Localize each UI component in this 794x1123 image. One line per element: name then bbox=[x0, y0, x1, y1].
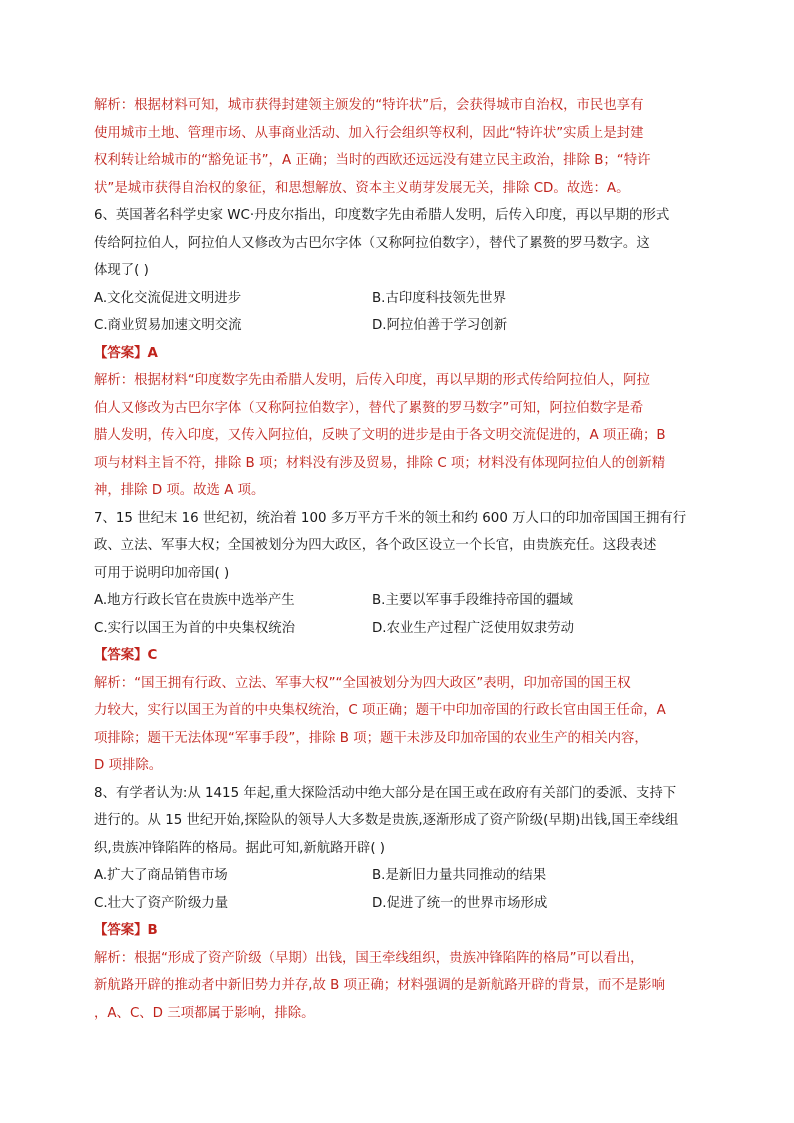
analysis-line: 神，排除 D 项。故选 A 项。 bbox=[94, 483, 265, 498]
answer-label: 【答案】B bbox=[94, 923, 158, 938]
options-row bbox=[94, 890, 704, 918]
analysis-line: 腊人发明，传入印度，又传入阿拉伯，反映了文明的进步是由于各文明交流促进的，A 项正确；B bbox=[94, 428, 666, 443]
analysis-line: 权利转让给城市的“豁免证书”，A 正确；当时的西欧还远远没有建立民主政治，排除 B；“特许 bbox=[94, 153, 651, 168]
answer-label: 【答案】C bbox=[94, 648, 158, 663]
question-stem-line: 进行的。从 15 世纪开始,探险队的领导人大多数是贵族,逐渐形成了资产阶级(早期)出钱,国王牵线组 bbox=[94, 813, 679, 828]
analysis-line: 伯人又修改为古巴尔字体（又称阿拉伯数字），替代了累赘的罗马数字”可知，阿拉伯数字是希 bbox=[94, 400, 644, 416]
analysis-line: 解析：根据材料“印度数字先由希腊人发明，后传入印度，再以早期的形式传给阿拉伯人，阿拉 bbox=[94, 373, 650, 388]
option-d: D.促进了统一的世界市场形成 bbox=[372, 895, 548, 911]
question-8 bbox=[94, 780, 704, 1028]
document-page bbox=[94, 92, 704, 1027]
analysis-line: 使用城市土地、管理市场、从事商业活动、加入行会组织等权利，因此“特许状”实质上是封建 bbox=[94, 125, 644, 141]
options-row bbox=[94, 312, 704, 340]
analysis-line: 解析：“国王拥有行政、立法、军事大权”“全国被划分为四大政区”表明，印加帝国的国王权 bbox=[94, 675, 631, 691]
question-stem-line: 8、有学者认为:从 1415 年起,重大探险活动中绝大部分是在国王或在政府有关部门的委派、支持下 bbox=[94, 785, 677, 801]
question-stem-line: 织,贵族冲锋陷阵的格局。据此可知,新航路开辟( ) bbox=[94, 840, 386, 856]
option-c: C.实行以国王为首的中央集权统治 bbox=[94, 620, 296, 636]
analysis-line: 力较大，实行以国王为首的中央集权统治，C 项正确；题干中印加帝国的行政长官由国王任命，A bbox=[94, 703, 666, 718]
q5-analysis bbox=[94, 92, 704, 202]
option-b: B.主要以军事手段维持帝国的疆域 bbox=[372, 593, 573, 608]
answer-label: 【答案】A bbox=[94, 345, 158, 361]
analysis-line: ，A、C、D 三项都属于影响，排除。 bbox=[94, 1005, 315, 1021]
question-stem-line: 可用于说明印加帝国( ) bbox=[94, 565, 230, 581]
question-stem-line: 政、立法、军事大权；全国被划分为四大政区，各个政区设立一个长官，由贵族充任。这段表述 bbox=[94, 538, 657, 553]
options-row bbox=[94, 285, 704, 313]
question-7 bbox=[94, 505, 704, 780]
question-6 bbox=[94, 202, 704, 505]
options-row bbox=[94, 862, 704, 890]
analysis-line: 状”是城市获得自治权的象征，和思想解放、资本主义萌芽发展无关，排除 CD。故选：A。 bbox=[94, 180, 630, 196]
question-stem-line: 体现了( ) bbox=[94, 263, 149, 278]
question-stem-line: 传给阿拉伯人，阿拉伯人又修改为古巴尔字体（又称阿拉伯数字），替代了累赘的罗马数字。这 bbox=[94, 235, 650, 251]
analysis-line: 解析：根据“形成了资产阶级（早期）出钱，国王牵线组织，贵族冲锋陷阵的格局”可以看出， bbox=[94, 950, 644, 966]
question-stem-line: 7、15 世纪末 16 世纪初，统治着 100 多万平方千米的领土和约 600 万人口的印加帝国国王拥有行 bbox=[94, 510, 687, 526]
option-a: A.文化交流促进文明进步 bbox=[94, 290, 242, 306]
options-row bbox=[94, 615, 704, 643]
analysis-line: D 项排除。 bbox=[94, 758, 163, 773]
option-a: A.地方行政长官在贵族中选举产生 bbox=[94, 593, 295, 608]
option-d: D.阿拉伯善于学习创新 bbox=[372, 318, 508, 333]
analysis-line: 项排除；题干无法体现“军事手段”，排除 B 项；题干未涉及印加帝国的农业生产的相关内容， bbox=[94, 730, 648, 746]
option-c: C.壮大了资产阶级力量 bbox=[94, 895, 229, 911]
analysis-line: 项与材料主旨不符，排除 B 项；材料没有涉及贸易，排除 C 项；材料没有体现阿拉伯人的创新精 bbox=[94, 455, 666, 471]
option-a: A.扩大了商品销售市场 bbox=[94, 868, 228, 883]
option-d: D.农业生产过程广泛使用奴隶劳动 bbox=[372, 620, 575, 636]
option-c: C.商业贸易加速文明交流 bbox=[94, 318, 242, 333]
options-row bbox=[94, 587, 704, 615]
option-b: B.是新旧力量共同推动的结果 bbox=[372, 868, 547, 883]
analysis-line: 新航路开辟的推动者中新旧势力并存,故 B 项正确；材料强调的是新航路开辟的背景，而不是影响 bbox=[94, 978, 665, 993]
option-b: B.古印度科技领先世界 bbox=[372, 290, 506, 306]
analysis-line: 解析：根据材料可知，城市获得封建领主颁发的“特许状”后，会获得城市自治权，市民也享有 bbox=[94, 98, 644, 113]
question-stem-line: 6、英国著名科学史家 WC·丹皮尔指出，印度数字先由希腊人发明，后传入印度，再以早期的形式 bbox=[94, 208, 670, 223]
